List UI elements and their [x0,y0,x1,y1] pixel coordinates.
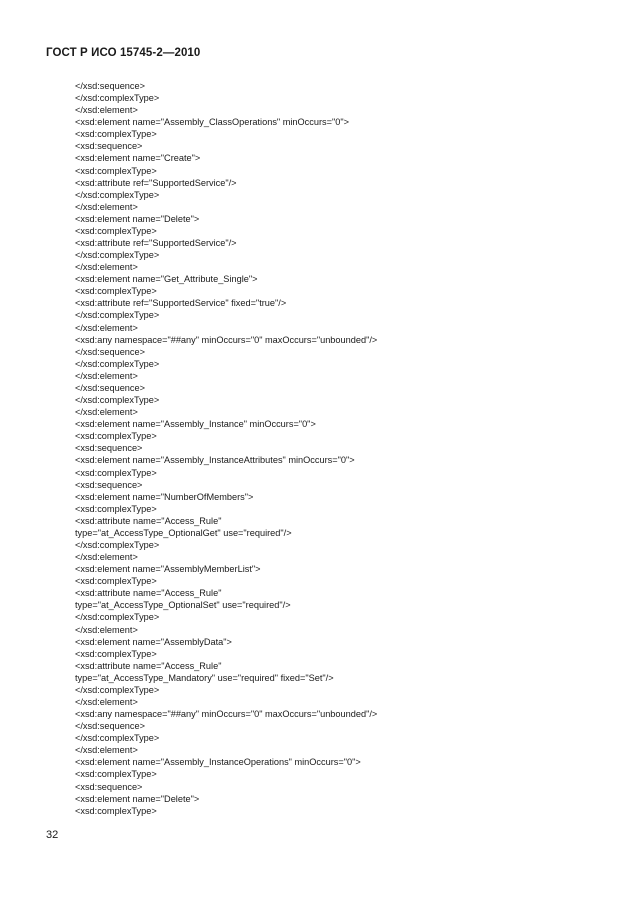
code-line: <xsd:sequence> [75,443,143,454]
code-line: <xsd:complexType> [75,503,157,514]
code-line: type="at_AccessType_OptionalSet" use="required"/> [75,600,291,611]
code-line: <xsd:complexType> [75,576,157,587]
code-line: <xsd:complexType> [75,286,157,297]
code-line: <xsd:any namespace="##any" minOccurs="0" maxOccurs="unbounded"/> [75,334,378,345]
code-line: <xsd:sequence> [75,141,143,152]
code-line: </xsd:complexType> [75,250,160,261]
code-line: <xsd:complexType> [75,165,157,176]
code-line: <xsd:complexType> [75,431,157,442]
code-line: </xsd:complexType> [75,93,160,104]
code-line: </xsd:element> [75,370,138,381]
code-line: <xsd:element name="Assembly_InstanceAttributes" minOccurs="0"> [75,455,355,466]
code-line: <xsd:element name="Delete"> [75,793,200,804]
code-line: type="at_AccessType_OptionalGet" use="required"/> [75,527,292,538]
code-line: </xsd:complexType> [75,189,160,200]
code-line: <xsd:element name="Assembly_InstanceOperations" minOccurs="0"> [75,757,361,768]
code-line: <xsd:complexType> [75,805,157,816]
code-line: <xsd:sequence> [75,479,143,490]
code-line: <xsd:element name="AssemblyData"> [75,636,232,647]
page-number: 32 [46,829,59,841]
code-line: <xsd:element name="Create"> [75,153,201,164]
code-line: </xsd:element> [75,552,138,563]
code-line: </xsd:complexType> [75,358,160,369]
code-line: <xsd:complexType> [75,648,157,659]
code-line: <xsd:any namespace="##any" minOccurs="0" maxOccurs="unbounded"/> [75,709,378,720]
code-line: <xsd:complexType> [75,225,157,236]
code-line: </xsd:element> [75,262,138,273]
code-line: <xsd:attribute name="Access_Rule" [75,588,222,599]
code-line: <xsd:element name="Delete"> [75,213,200,224]
code-line: type="at_AccessType_Mandatory" use="required" fixed="Set"/> [75,672,334,683]
page-title: ГОСТ Р ИСО 15745-2—2010 [46,47,201,59]
code-line: </xsd:complexType> [75,539,160,550]
code-line: <xsd:attribute ref="SupportedService"/> [75,238,237,249]
code-line: </xsd:sequence> [75,81,145,91]
code-line: <xsd:element name="Assembly_ClassOperations" minOccurs="0"> [75,117,349,128]
code-line: </xsd:element> [75,322,138,333]
code-line: </xsd:element> [75,624,138,635]
code-line: <xsd:attribute name="Access_Rule" [75,515,222,526]
code-line: <xsd:sequence> [75,781,143,792]
code-line: <xsd:element name="NumberOfMembers"> [75,491,254,502]
code-line: </xsd:complexType> [75,395,160,406]
code-line: </xsd:complexType> [75,684,160,695]
xml-schema-listing [75,80,595,817]
code-line: </xsd:element> [75,105,138,116]
code-line: </xsd:sequence> [75,721,145,732]
code-line: <xsd:element name="Assembly_Instance" minOccurs="0"> [75,419,316,430]
code-line: <xsd:element name="AssemblyMemberList"> [75,564,261,575]
code-line: </xsd:sequence> [75,346,145,357]
code-line: </xsd:complexType> [75,310,160,321]
code-line: </xsd:element> [75,407,138,418]
code-line: <xsd:attribute ref="SupportedService"/> [75,177,237,188]
code-line: <xsd:attribute name="Access_Rule" [75,660,222,671]
code-line: <xsd:element name="Get_Attribute_Single"> [75,274,258,285]
code-line: </xsd:element> [75,201,138,212]
code-line: </xsd:complexType> [75,733,160,744]
code-line: <xsd:attribute ref="SupportedService" fixed="true"/> [75,298,287,309]
code-line: </xsd:sequence> [75,382,145,393]
code-line: <xsd:complexType> [75,769,157,780]
code-line: </xsd:complexType> [75,612,160,623]
code-line: </xsd:element> [75,745,138,756]
code-line: <xsd:complexType> [75,129,157,140]
code-line: <xsd:complexType> [75,467,157,478]
code-line: </xsd:element> [75,696,138,707]
